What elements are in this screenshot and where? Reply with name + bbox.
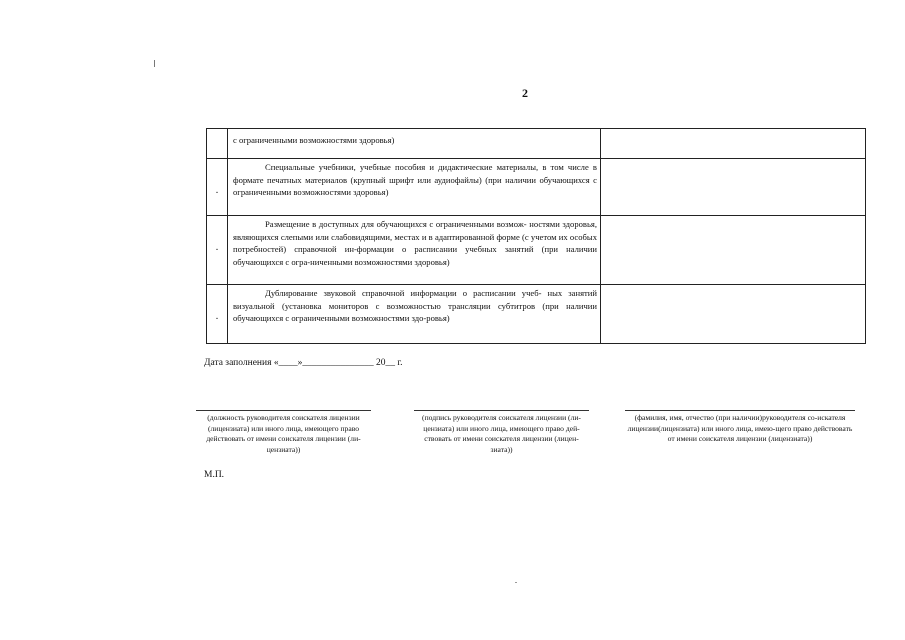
table-row [207, 216, 866, 285]
signature-position-caption: (должность руководителя соискателя лицензии (лицензиата) или иного лица, имеющего право действовать от имени соискателя лицензии (ли-цензиата)) [206, 413, 361, 454]
requirement-text-cell [228, 159, 601, 216]
signature-sign-caption: (подпись руководителя соискателя лицензии (ли-цензиата) или иного лица, имеющего право дей-ствовать от имени соискателя лицензии (лицен-зиата)) [422, 413, 581, 454]
signature-line [414, 410, 589, 411]
row-number-cell [207, 285, 228, 344]
signature-position-block [196, 410, 371, 455]
value-cell [601, 129, 866, 159]
requirement-text: ностями здоровья, являющихся слепыми или слабовидящими, местах и в адаптированной форме (с учетом их особых потребностей) справочной ин-формации о расписании учебных занятий (при наличии обучающихся с огра-ниченными возможностями здоровья) [233, 219, 597, 267]
requirement-text-cell [228, 129, 601, 159]
signature-sign-block [414, 410, 589, 455]
table-row [207, 129, 866, 159]
signature-line [196, 410, 371, 411]
requirement-text-first-line: Специальные учебники, учебные пособия и дидактические материалы, [265, 162, 539, 172]
signature-line [625, 410, 855, 411]
row-number: . [215, 242, 219, 253]
row-number-cell [207, 129, 228, 159]
scan-speck [515, 582, 517, 583]
requirement-text-first-line: Размещение в доступных для обучающихся с ограниченными возмож- [265, 219, 527, 229]
requirement-text: с ограниченными возможностями здоровья) [233, 135, 395, 145]
scan-edge-mark [154, 60, 155, 67]
requirement-text: в том числе в формате печатных материалов (крупный шрифт или аудиофайлы) (при наличии обучающихся с ограниченными возможностями здоровья) [233, 162, 597, 198]
value-cell [601, 285, 866, 344]
fill-date-line: Дата заполнения «____»_______________ 20__ г. [204, 358, 403, 368]
requirement-text-first-line: Дублирование звуковой справочной информации о расписании учеб- [265, 288, 542, 298]
row-number-cell [207, 159, 228, 216]
signature-name-caption: (фамилия, имя, отчество (при наличии)руководителя со-искателя лицензии(лицензиата) или иного лица, имею-щего право действовать от имени соискателя лицензии (лицензиата)) [627, 413, 853, 443]
table-row [207, 159, 866, 216]
signature-name-block [625, 410, 855, 445]
row-number-cell [207, 216, 228, 285]
stamp-label: М.П. [204, 470, 225, 480]
row-number: . [215, 185, 219, 196]
row-number: . [215, 311, 219, 322]
value-cell [601, 216, 866, 285]
requirement-text: ных занятий визуальной (установка мониторов с возможностью трансляции субтитров (при наличии обучающихся с ограниченными возможностями здо-ровья) [233, 288, 597, 324]
requirement-text-cell [228, 216, 601, 285]
requirement-text-cell [228, 285, 601, 344]
requirements-table [206, 128, 866, 344]
page-number: 2 [522, 86, 528, 100]
value-cell [601, 159, 866, 216]
table-row [207, 285, 866, 344]
